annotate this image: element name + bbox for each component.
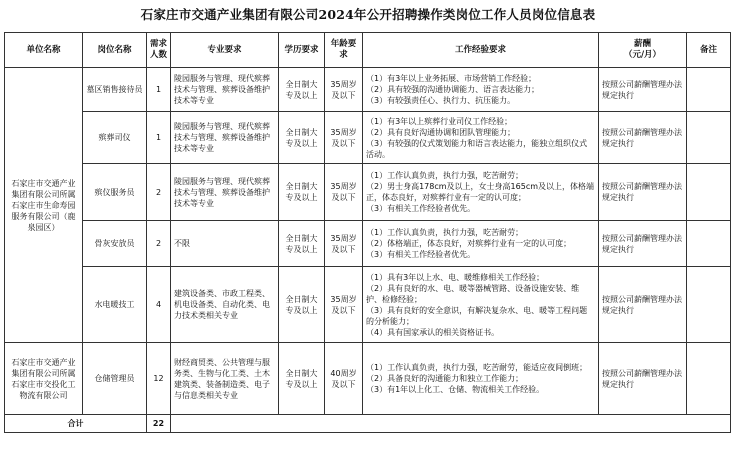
header-major: 专业要求 (171, 33, 279, 68)
count-cell: 1 (147, 112, 171, 164)
note-cell (687, 267, 731, 343)
education-cell: 全日制大专及以上 (279, 164, 325, 221)
total-label: 合计 (5, 415, 147, 433)
major-cell: 陵园服务与管理、现代殡葬技术与管理、殡葬设备维护技术等专业 (171, 68, 279, 112)
header-count: 需求 人数 (147, 33, 171, 68)
total-count: 22 (147, 415, 171, 433)
header-age: 年龄要求 (325, 33, 363, 68)
position-cell: 水电暖技工 (83, 267, 147, 343)
position-table (4, 32, 731, 433)
salary-cell: 按照公司薪酬管理办法规定执行 (599, 112, 687, 164)
position-cell: 殡葬司仪 (83, 112, 147, 164)
unit-cell-jiaotou: 石家庄市交通产业集团有限公司所属石家庄市交投化工物流有限公司 (5, 343, 83, 415)
major-cell: 财经商贸类、公共管理与服务类、生物与化工类、土木建筑类、装备制造类、电子与信息类相关专业 (171, 343, 279, 415)
experience-cell: （1）具有3年以上水、电、暖维修相关工作经验； （2）具有良好的水、电、暖等器械管路、设备设施安装、维护、检修经验； （3）具有良好的安全意识，有解决复杂水、电、暖等工程问题的分析能力； （4）具有国家承认的相关资格证书。 (363, 267, 599, 343)
age-cell: 35周岁及以下 (325, 68, 363, 112)
position-cell: 墓区销售接待员 (83, 68, 147, 112)
salary-cell: 按照公司薪酬管理办法规定执行 (599, 164, 687, 221)
experience-cell: （1）工作认真负责，执行力强，吃苦耐劳； （2）男士身高178cm及以上，女士身高165cm及以上，体格端正，体态良好，对殡葬行业有一定的认可度； （3）有相关工作经验者优先。 (363, 164, 599, 221)
experience-cell: （1）有3年以上业务拓展、市场营销工作经验； （2）具有较强的沟通协调能力、语言表达能力； （3）有较强责任心、执行力、抗压能力。 (363, 68, 599, 112)
salary-cell: 按照公司薪酬管理办法规定执行 (599, 267, 687, 343)
unit-cell-shengming: 石家庄市交通产业集团有限公司所属石家庄市生命寿园服务有限公司（鹿泉园区） (5, 68, 83, 343)
note-cell (687, 343, 731, 415)
age-cell: 35周岁及以下 (325, 221, 363, 267)
note-cell (687, 68, 731, 112)
header-position: 岗位名称 (83, 33, 147, 68)
age-cell: 35周岁及以下 (325, 164, 363, 221)
table-row (5, 221, 731, 267)
salary-cell: 按照公司薪酬管理办法规定执行 (599, 68, 687, 112)
position-cell: 仓储管理员 (83, 343, 147, 415)
education-cell: 全日制大专及以上 (279, 221, 325, 267)
age-cell: 35周岁及以下 (325, 112, 363, 164)
experience-cell: （1）工作认真负责，执行力强，吃苦耐劳； （2）体格端正，体态良好，对殡葬行业有一定的认可度； （3）有相关工作经验者优先。 (363, 221, 599, 267)
education-cell: 全日制大专及以上 (279, 267, 325, 343)
education-cell: 全日制大专及以上 (279, 343, 325, 415)
header-row (5, 33, 731, 68)
header-salary: 薪酬 （元/月） (599, 33, 687, 68)
header-education: 学历要求 (279, 33, 325, 68)
table-row (5, 343, 731, 415)
header-note: 备注 (687, 33, 731, 68)
table-row (5, 68, 731, 112)
count-cell: 2 (147, 164, 171, 221)
position-cell: 骨灰安放员 (83, 221, 147, 267)
age-cell: 40周岁及以下 (325, 343, 363, 415)
count-cell: 12 (147, 343, 171, 415)
table-row (5, 112, 731, 164)
page-title: 石家庄市交通产业集团有限公司2024年公开招聘操作类岗位工作人员岗位信息表 (140, 7, 596, 22)
position-cell: 殡仪服务员 (83, 164, 147, 221)
experience-cell: （1）有3年以上殡葬行业司仪工作经验； （2）具有良好沟通协调和团队管理能力； （3）有较强的仪式策划能力和语言表达能力，能独立组织仪式活动。 (363, 112, 599, 164)
header-unit: 单位名称 (5, 33, 83, 68)
total-row (5, 415, 731, 433)
age-cell: 35周岁及以下 (325, 267, 363, 343)
count-cell: 2 (147, 221, 171, 267)
header-experience: 工作经验要求 (363, 33, 599, 68)
salary-cell: 按照公司薪酬管理办法规定执行 (599, 221, 687, 267)
count-cell: 1 (147, 68, 171, 112)
education-cell: 全日制大专及以上 (279, 68, 325, 112)
note-cell (687, 112, 731, 164)
table-row (5, 164, 731, 221)
major-cell: 建筑设备类、市政工程类、机电设备类、自动化类、电力技术类相关专业 (171, 267, 279, 343)
experience-cell: （1）工作认真负责，执行力强，吃苦耐劳，能适应夜间倒班； （2）具备良好的沟通能力和独立工作能力； （3）有1年以上化工、仓储、物流相关工作经验。 (363, 343, 599, 415)
note-cell (687, 221, 731, 267)
note-cell (687, 164, 731, 221)
total-empty (171, 415, 731, 433)
count-cell: 4 (147, 267, 171, 343)
salary-cell: 按照公司薪酬管理办法规定执行 (599, 343, 687, 415)
major-cell: 陵园服务与管理、现代殡葬技术与管理、殡葬设备维护技术等专业 (171, 164, 279, 221)
major-cell: 不限 (171, 221, 279, 267)
major-cell: 陵园服务与管理、现代殡葬技术与管理、殡葬设备维护技术等专业 (171, 112, 279, 164)
table-row (5, 267, 731, 343)
education-cell: 全日制大专及以上 (279, 112, 325, 164)
